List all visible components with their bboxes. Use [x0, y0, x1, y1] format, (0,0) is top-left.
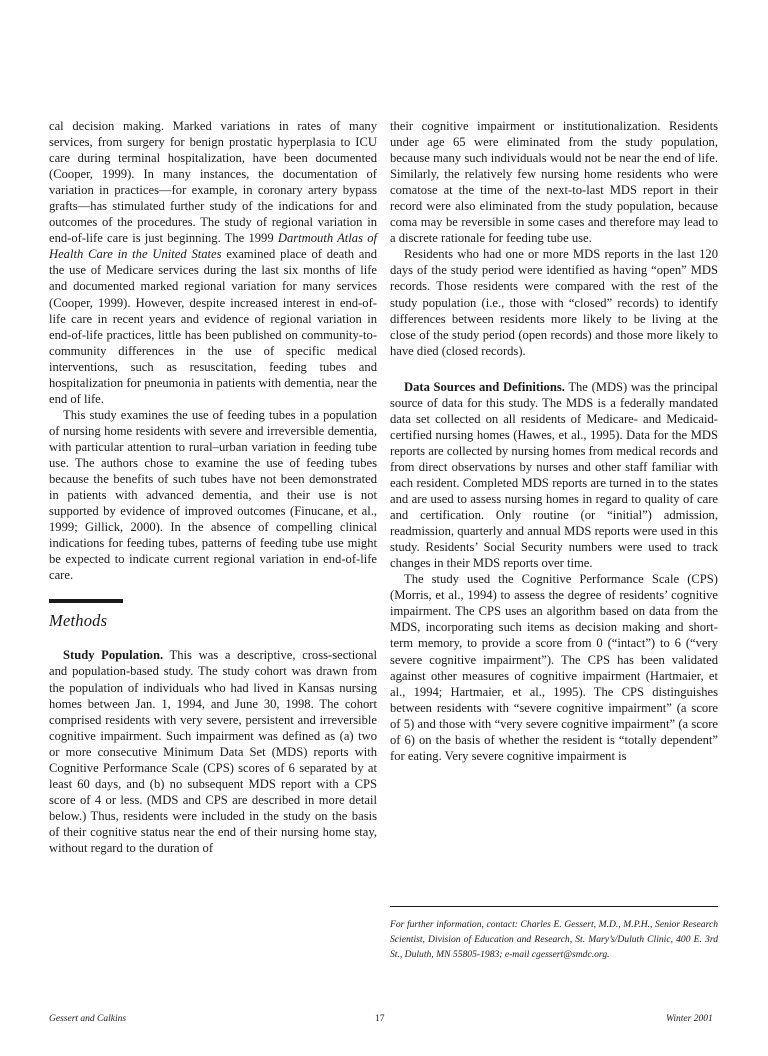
body-paragraph: Residents who had one or more MDS reports in the last 120 days of the study period were identified as having “open” MDS records. Those residents were compared with the rest of the study population (i.e., those with “closed” records) to identify differences between residents more likely to be living at the close of the study period (open records) and those more likely to have died (closed records).	[390, 247, 718, 358]
footer-authors: Gessert and Calkins	[49, 1014, 127, 1024]
section-rule	[49, 599, 123, 603]
left-column	[49, 118, 377, 856]
contact-footnote: For further information, contact: Charles E. Gessert, M.D., M.P.H., Senior Research Scientist, Division of Education and Research, St. Mary’s/Duluth Clinic, 400 E. 3rd St., Duluth, MN 55805-1983; e-mail cgessert@smdc.org.	[390, 919, 718, 960]
atlas-title: Dartmouth Atlas of Health Care in the United States	[49, 231, 377, 262]
right-column	[390, 118, 718, 764]
body-paragraph: their cognitive impairment or institutionalization. Residents under age 65 were eliminated from the study population, because many such individuals would not be near the end of life. Similarly, the relatively few nursing home residents who were comatose at the time of the next-to-last MDS report in their record were also eliminated from the study population, because coma may be reversible in some cases and therefore may lead to a discrete rationale for feeding tube use.	[390, 119, 718, 246]
data-sources-paragraph: Data Sources and Definitions. The (MDS) was the principal source of data for this study. The MDS is a federally mandated data set collected on all residents of Medicare- and Medicaid-certified nursing homes (Hawes, et al., 1995). Data for the MDS reports are collected by nursing homes from medical records and from direct observations by nurses and other staff familiar with each resident. Completed MDS reports are turned in to the states and are used to assess nursing homes in regard to quality of care and certification. Only routine (or “initial”) admission, readmission, quarterly and annual MDS reports were used in this study. Residents’ Social Security numbers were used to track changes in their MDS reports over time.	[390, 379, 718, 571]
footnote-rule	[390, 906, 718, 907]
body-paragraph: The study used the Cognitive Performance Scale (CPS) (Morris, et al., 1994) to assess the degree of residents’ cognitive impairment. The CPS uses an algorithm based on data from the MDS, incorporating such items as decision making and short-term memory, to provide a score from 0 (“intact”) to 6 (“very severe cognitive impairment”). The CPS has been validated against other measures of cognitive impairment (Hartmaier, et al., 1994; Hartmaier, et al., 1995). The CPS distinguishes between residents with “severe cognitive impairment” (a score of 5) and those with “very severe cognitive impairment” (a score of 6) on the basis of whether the resident is “totally dependent” for eating. Very severe cognitive impairment is	[390, 572, 718, 763]
body-paragraph: cal decision making. Marked variations in rates of many services, from surgery for benign prostatic hyperplasia to ICU care during terminal hospitalization, have been documented (Cooper, 1999). In many instances, the documentation of variation in practices—for example, in coronary artery bypass grafts—has stimulated further study of the indications for and outcomes of the procedures. The study of regional variation in end-of-life care is just beginning. The 1999 Dartmouth Atlas of Health Care in the United States examined place of death and the use of Medicare services during the last six months of life and documented marked regional variation for many services (Cooper, 1999). However, despite increased interest in end-of-life care in recent years and evidence of regional variation in end-of-life practices, little has been published on community-to-community differences in the use of specific medical interventions, such as resuscitation, feeding tubes and hospitalization for pneumonia in patients with dementia, near the end of life.	[49, 119, 377, 406]
footer-issue: Winter 2001	[666, 1014, 713, 1024]
page-number: 17	[375, 1014, 385, 1024]
section-heading-methods: Methods	[49, 611, 108, 631]
body-paragraph: This study examines the use of feeding tubes in a population of nursing home residents with severe and irreversible dementia, with particular attention to rural–urban variation in feeding tube use. The authors chose to examine the use of feeding tubes because the benefits of such tubes have not been demonstrated in patients with advanced dementia, and their use is not supported by evidence of improved outcomes (Finucane, et al., 1999; Gillick, 2000). In the absence of compelling clinical indications for feeding tubes, patterns of feeding tube use might be expected to indicate current regional variation in end-of-life care.	[49, 407, 377, 583]
run-in-heading: Data Sources and Definitions.	[404, 379, 565, 394]
study-population-paragraph: Study Population. This was a descriptive, cross-sectional and population-based study. The study cohort was drawn from the population of individuals who had lived in Kansas nursing homes between Jan. 1, 1994, and June 30, 1998. The cohort comprised residents with very severe, persistent and irreversible cognitive impairment. Such impairment was defined as (a) two or more consecutive Minimum Data Set (MDS) reports with Cognitive Performance Scale (CPS) scores of 6 separated by at least 60 days, and (b) no subsequent MDS report with a CPS score of 4 or less. (MDS and CPS are described in more detail below.) Thus, residents were included in the study on the basis of their cognitive status near the end of their nursing home stay, without regard to the duration of	[49, 648, 377, 855]
run-in-heading: Study Population.	[63, 648, 164, 663]
